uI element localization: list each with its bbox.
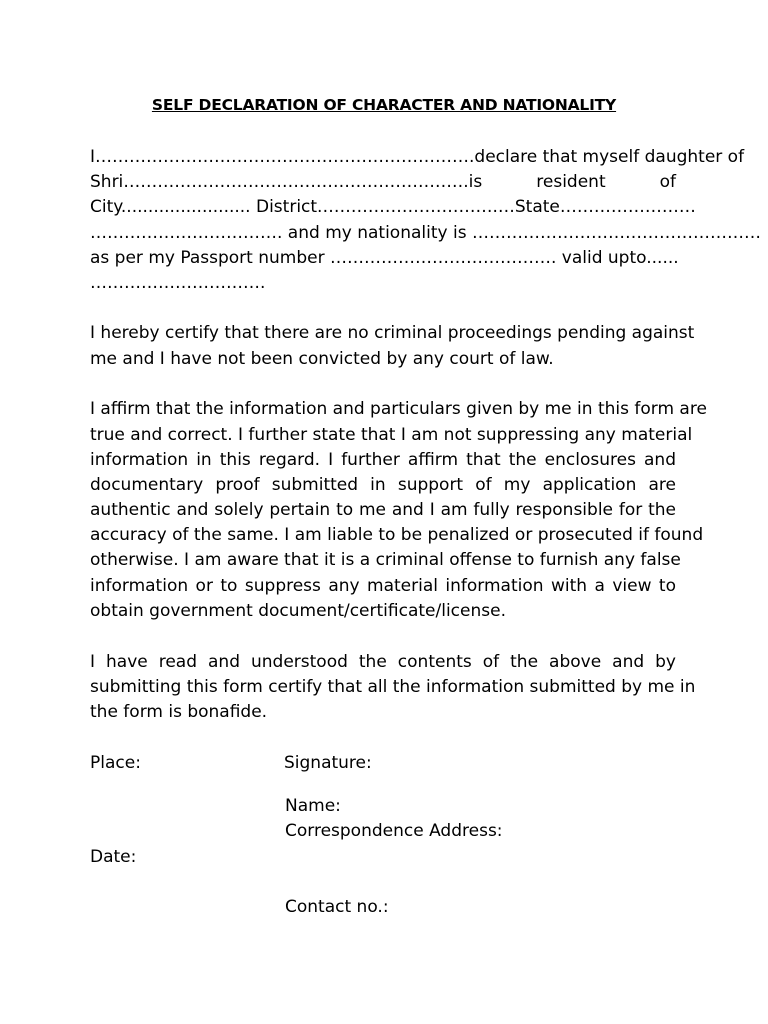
paragraph-line: obtain government document/certificate/license. — [90, 601, 506, 621]
date-label: Date: — [90, 847, 137, 867]
paragraph-line: otherwise. I am aware that it is a criminal offense to furnish any false — [90, 550, 681, 570]
paragraph-line: true and correct. I further state that I am not suppressing any material — [90, 425, 693, 445]
paragraph-line: I affirm that the information and particulars given by me in this form are — [90, 399, 707, 419]
contact-number-label: Contact no.: — [285, 897, 389, 917]
declaration-line: ……………………………. and my nationality is …………………………………………… — [90, 223, 761, 243]
paragraph-line: submitting this form certify that all the information submitted by me in — [90, 677, 696, 697]
name-label: Name: — [285, 796, 341, 816]
declaration-line: as per my Passport number …………………………………. valid upto...... — [90, 248, 679, 268]
declaration-line: …………………………. — [90, 273, 266, 293]
declaration-line: Shri…………………………………………………….is resident of — [90, 172, 676, 192]
place-label: Place: — [90, 753, 141, 773]
signature-label: Signature: — [284, 753, 372, 773]
declaration-line: I………………………………………………………….declare that myself daughter of — [90, 147, 745, 167]
paragraph-line: the form is bonafide. — [90, 702, 268, 722]
correspondence-address-label: Correspondence Address: — [285, 821, 503, 841]
paragraph-line: me and I have not been convicted by any court of law. — [90, 349, 554, 369]
page-title: SELF DECLARATION OF CHARACTER AND NATIONALITY — [151, 96, 617, 114]
paragraph-line: information or to suppress any material information with a view to — [90, 576, 676, 596]
paragraph-line: information in this regard. I further affirm that the enclosures and — [90, 450, 676, 470]
paragraph-line: I have read and understood the contents of the above and by — [90, 652, 676, 672]
declaration-line: City........................ District.………………………….…State…………………… — [90, 197, 696, 217]
paragraph-line: documentary proof submitted in support of my application are — [90, 475, 676, 495]
paragraph-line: authentic and solely pertain to me and I am fully responsible for the — [90, 500, 676, 520]
paragraph-line: accuracy of the same. I am liable to be penalized or prosecuted if found — [90, 525, 704, 545]
paragraph-line: I hereby certify that there are no criminal proceedings pending against — [90, 323, 695, 343]
